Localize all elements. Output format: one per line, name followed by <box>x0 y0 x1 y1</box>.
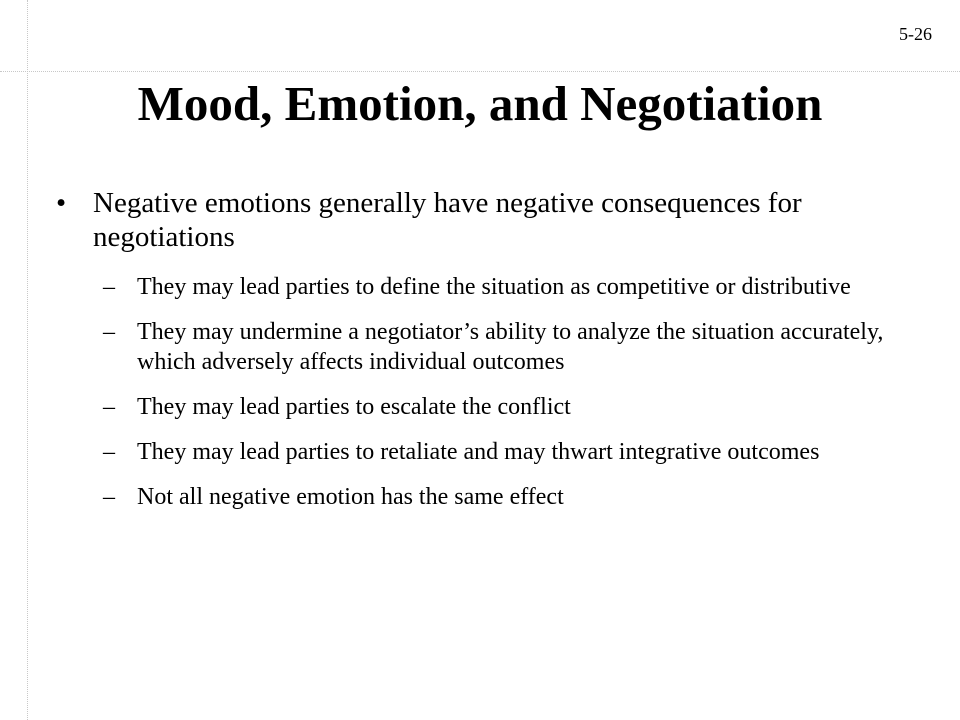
sub-item <box>0 482 905 512</box>
slide-content <box>0 186 960 527</box>
sub-item-text: They may lead parties to retaliate and may thwart integrative outcomes <box>137 439 820 465</box>
sub-item-text: They may lead parties to escalate the conflict <box>137 394 571 420</box>
page-number: 5-26 <box>899 24 932 44</box>
bullet-item <box>0 186 853 254</box>
sub-item <box>0 272 905 302</box>
sub-item <box>0 317 905 377</box>
horizontal-guide-line <box>0 71 960 72</box>
sub-item-text: Not all negative emotion has the same effect <box>137 484 564 510</box>
sub-item <box>0 437 905 467</box>
bullet-marker: • <box>56 187 67 219</box>
sub-item-text: They may undermine a negotiator’s ability to analyze the situation accurately, which adversely affects individual outcomes <box>137 319 884 375</box>
dash-marker: – <box>103 319 115 345</box>
dash-marker: – <box>103 484 115 510</box>
sub-item <box>0 392 905 422</box>
dash-marker: – <box>103 274 115 300</box>
slide-title: Mood, Emotion, and Negotiation <box>137 76 823 131</box>
bullet-text: Negative emotions generally have negative consequences for negotiations <box>93 187 802 253</box>
sub-item-text: They may lead parties to define the situation as competitive or distributive <box>137 274 851 300</box>
dash-marker: – <box>103 394 115 420</box>
dash-marker: – <box>103 439 115 465</box>
